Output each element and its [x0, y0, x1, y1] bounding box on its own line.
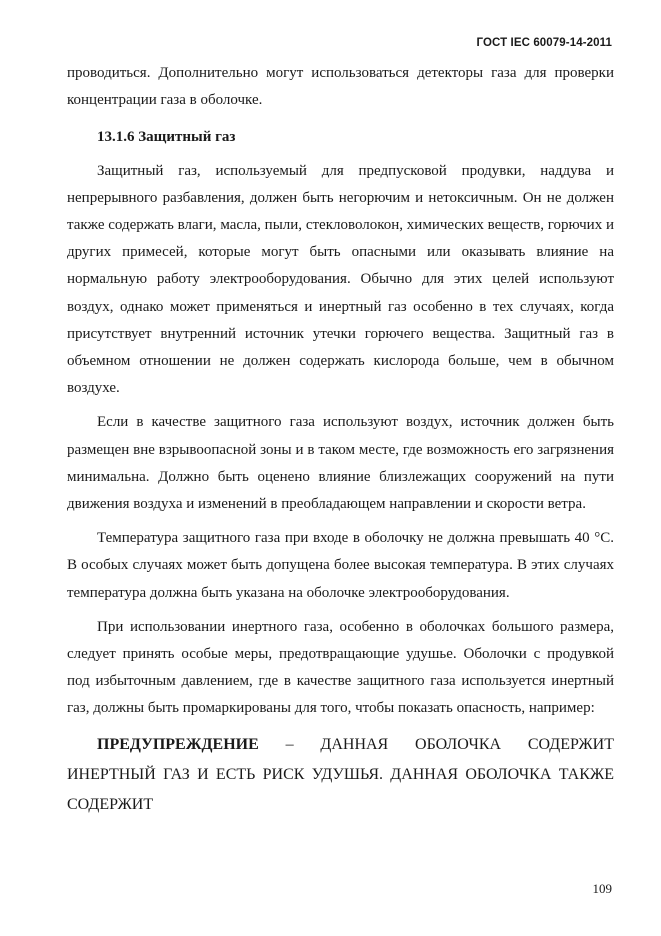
page-number: 109 — [592, 881, 612, 896]
paragraph-temperature: Температура защитного газа при входе в оболочку не должна превышать 40 °С. В особых случаях может быть допущена более высокая температура. В этих случаях температура должна быть указана на оболочке электрооборудования. — [67, 530, 614, 601]
paragraph-air-source: Если в качестве защитного газа используют воздух, источник должен быть размещен вне взрывоопасной зоны и в таком месте, где возможность его загрязнения минимальна. Должно быть оценено влияние близлежащих сооружений на пути движения воздуха и изменений в преобладающем направлении и скорости ветра. — [67, 414, 614, 513]
section-heading: 13.1.6 Защитный газ — [97, 129, 236, 146]
warning-label: ПРЕДУПРЕЖДЕНИЕ — [97, 735, 259, 753]
paragraph-protective-gas: Защитный газ, используемый для предпусковой продувки, наддува и непрерывного разбавления, должен быть негорючим и нетоксичным. Он не должен также содержать влаги, масла, пыли, стекловолокон, химических веществ, горючих и других примесей, которые могут быть опасными или оказывать влияние на нормальную работу электрооборудования. Обычно для этих целей используют воздух, однако может применяться и инертный газ особенно в тех случаях, когда присутствует внутренний источник утечки горючего вещества. Защитный газ в объемном отношении не должен содержать кислорода больше, чем в обычном воздухе. — [67, 162, 614, 397]
page-content — [67, 60, 614, 820]
warning-notice — [67, 730, 614, 820]
warning-text: – ДАННАЯ ОБОЛОЧКА СОДЕРЖИТ ИНЕРТНЫЙ ГАЗ И ЕСТЬ РИСК УДУШЬЯ. ДАННАЯ ОБОЛОЧКА ТАКЖЕ СОДЕРЖИТ — [67, 735, 614, 813]
standard-header: ГОСТ IEC 60079-14-2011 — [476, 37, 612, 49]
paragraph-inert-gas: При использовании инертного газа, особенно в оболочках большого размера, следует принять особые меры, предотвращающие удушье. Оболочки с продувкой под избыточным давлением, где в качестве защитного газа используется инертный газ, должны быть промаркированы для того, чтобы показать опасность, например: — [67, 618, 614, 717]
continuation-paragraph: проводиться. Дополнительно могут использоваться детекторы газа для проверки концентрации газа в оболочке. — [67, 65, 614, 109]
